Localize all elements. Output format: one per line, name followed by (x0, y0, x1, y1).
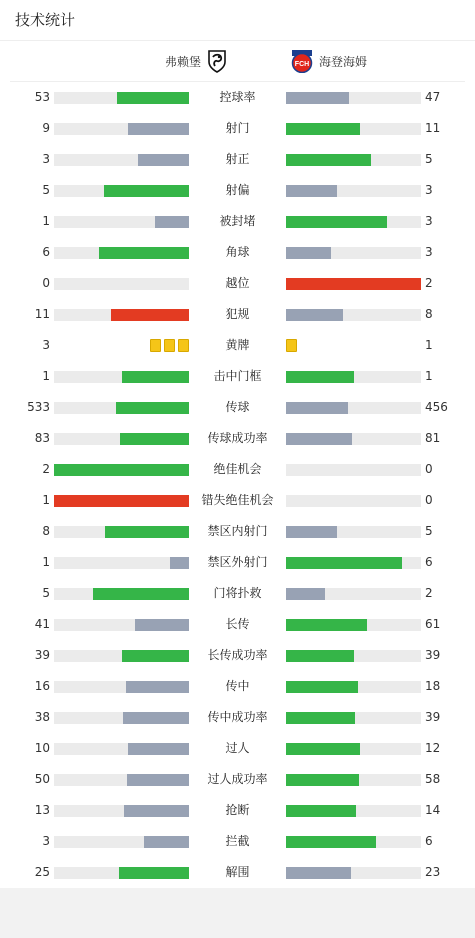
home-stat-bar (54, 805, 189, 817)
away-stat-bar-fill (286, 247, 331, 259)
home-stat-bar-fill (128, 743, 189, 755)
away-stat-value: 23 (425, 865, 441, 879)
home-yellow-cards (150, 339, 189, 352)
away-stat-bar-fill (286, 557, 402, 569)
home-stat-bar-fill (54, 495, 189, 507)
home-stat-value: 9 (42, 121, 50, 135)
stat-label: 解围 (225, 865, 250, 879)
away-stat-bar (286, 619, 421, 631)
home-stat-value: 1 (42, 555, 50, 569)
stat-label: 拦截 (225, 834, 250, 848)
away-badge-text: FCH (294, 60, 310, 68)
home-stat-bar-fill (105, 526, 189, 538)
away-stat-bar (286, 805, 421, 817)
away-stat-value: 3 (425, 183, 433, 197)
home-stat-bar-fill (122, 650, 190, 662)
stat-label: 长传成功率 (207, 648, 268, 662)
home-stat-bar-fill (117, 92, 189, 104)
away-stat-bar (286, 464, 421, 476)
stat-row (0, 609, 475, 640)
home-stat-bar-fill (116, 402, 189, 414)
away-stat-bar (286, 557, 421, 569)
stat-row (0, 671, 475, 702)
home-stat-bar-fill (127, 774, 189, 786)
away-stat-bar-fill (286, 619, 367, 631)
home-stat-bar-fill (93, 588, 189, 600)
away-stat-value: 1 (425, 369, 433, 383)
stat-label: 门将扑救 (213, 586, 262, 600)
away-stat-value: 12 (425, 741, 441, 755)
away-stat-value: 456 (425, 400, 448, 414)
stat-label: 黄牌 (225, 338, 250, 352)
home-stat-bar (54, 557, 189, 569)
home-stat-bar-fill (119, 867, 189, 879)
home-stat-value: 25 (34, 865, 50, 879)
stat-row (0, 237, 475, 268)
stat-row (0, 733, 475, 764)
away-stat-value: 5 (425, 152, 433, 166)
away-stat-bar-fill (286, 402, 348, 414)
heidenheim-badge-icon (291, 49, 313, 73)
stat-row (0, 392, 475, 423)
page-title: 技术统计 (0, 0, 475, 41)
away-stat-bar (286, 278, 421, 290)
away-stat-bar-fill (286, 588, 325, 600)
home-stat-bar-fill (111, 309, 189, 321)
home-stat-bar (54, 495, 189, 507)
away-stat-value: 58 (425, 772, 441, 786)
home-stat-bar (54, 867, 189, 879)
stat-row (0, 702, 475, 733)
home-stat-value: 11 (34, 307, 50, 321)
away-stat-bar-fill (286, 774, 359, 786)
stat-label: 传中成功率 (207, 710, 268, 724)
stat-label: 越位 (225, 276, 250, 290)
home-stat-value: 6 (42, 245, 50, 259)
away-stat-bar (286, 495, 421, 507)
home-stat-bar-fill (128, 123, 189, 135)
away-stat-bar-fill (286, 309, 343, 321)
away-stat-bar (286, 247, 421, 259)
home-stat-value: 5 (42, 183, 50, 197)
away-stat-bar-fill (286, 278, 421, 290)
away-stat-bar-fill (286, 805, 356, 817)
away-stat-bar (286, 123, 421, 135)
stat-label: 禁区内射门 (207, 524, 268, 538)
away-stat-value: 0 (425, 493, 433, 507)
stat-label: 角球 (225, 245, 250, 259)
stat-row (0, 640, 475, 671)
away-stat-value: 2 (425, 276, 433, 290)
away-stat-bar-fill (286, 123, 360, 135)
away-stat-bar-fill (286, 867, 351, 879)
away-stat-bar-fill (286, 371, 354, 383)
stat-label: 传球 (225, 400, 250, 414)
home-stat-bar (54, 278, 189, 290)
home-stat-value: 3 (42, 834, 50, 848)
away-stat-value: 14 (425, 803, 441, 817)
home-team[interactable] (159, 41, 227, 81)
stat-row (0, 144, 475, 175)
away-stat-value: 11 (425, 121, 441, 135)
away-stat-bar-fill (286, 743, 360, 755)
home-stat-bar (54, 650, 189, 662)
home-stat-value: 53 (34, 90, 50, 104)
away-stat-bar (286, 402, 421, 414)
home-stat-value: 8 (42, 524, 50, 538)
home-stat-value: 39 (34, 648, 50, 662)
home-stat-bar-fill (124, 805, 189, 817)
away-stat-value: 18 (425, 679, 441, 693)
home-stat-value: 1 (42, 493, 50, 507)
stat-label: 过人成功率 (207, 772, 268, 786)
home-stat-bar (54, 123, 189, 135)
home-stat-bar-fill (126, 681, 189, 693)
stat-row (0, 454, 475, 485)
home-stat-bar (54, 216, 189, 228)
away-stat-bar (286, 774, 421, 786)
home-stat-bar (54, 526, 189, 538)
stat-label: 传球成功率 (207, 431, 268, 445)
home-stat-bar (54, 464, 189, 476)
away-stat-bar-fill (286, 650, 354, 662)
home-stat-bar (54, 371, 189, 383)
away-stat-bar (286, 650, 421, 662)
away-stat-bar-fill (286, 681, 358, 693)
stat-row (0, 516, 475, 547)
home-stat-bar (54, 309, 189, 321)
home-stat-value: 13 (34, 803, 50, 817)
home-stat-bar-fill (120, 433, 189, 445)
away-stat-value: 1 (425, 338, 433, 352)
home-stat-value: 16 (34, 679, 50, 693)
stat-label: 错失绝佳机会 (201, 493, 274, 507)
home-stat-bar-fill (122, 371, 190, 383)
stat-label: 传中 (225, 679, 250, 693)
away-stat-value: 39 (425, 648, 441, 662)
stat-row (0, 175, 475, 206)
stat-label: 抢断 (225, 803, 250, 817)
stat-row (0, 764, 475, 795)
away-stat-bar (286, 836, 421, 848)
away-stat-bar (286, 712, 421, 724)
away-team[interactable] (291, 41, 373, 81)
stat-label: 击中门框 (213, 369, 262, 383)
away-stat-bar (286, 185, 421, 197)
stat-label: 控球率 (219, 90, 256, 104)
teams-header (10, 41, 465, 82)
away-stat-bar (286, 526, 421, 538)
away-stat-bar-fill (286, 185, 337, 197)
stat-row (0, 826, 475, 857)
home-stat-value: 5 (42, 586, 50, 600)
home-stat-value: 38 (34, 710, 50, 724)
away-stat-bar (286, 588, 421, 600)
home-stat-bar-fill (170, 557, 189, 569)
freiburg-badge-icon (207, 49, 227, 73)
home-stat-bar (54, 712, 189, 724)
home-stat-value: 2 (42, 462, 50, 476)
home-stat-bar-fill (144, 836, 189, 848)
away-team-name: 海登海姆 (319, 54, 368, 69)
home-stat-bar (54, 154, 189, 166)
away-stat-bar-fill (286, 154, 371, 166)
stat-label: 被封堵 (219, 214, 256, 228)
home-stat-bar-fill (135, 619, 189, 631)
yellow-card-icon (164, 339, 175, 352)
away-yellow-cards (286, 339, 297, 352)
home-stat-bar (54, 774, 189, 786)
home-stat-bar-fill (99, 247, 189, 259)
home-stat-bar (54, 588, 189, 600)
stat-row (0, 206, 475, 237)
home-stat-bar (54, 619, 189, 631)
away-stat-value: 8 (425, 307, 433, 321)
stat-row (0, 547, 475, 578)
away-stat-value: 6 (425, 555, 433, 569)
away-stat-bar-fill (286, 836, 376, 848)
stat-row (0, 578, 475, 609)
away-stat-bar (286, 216, 421, 228)
stat-row (0, 857, 475, 888)
away-stat-bar (286, 309, 421, 321)
home-stat-bar-fill (123, 712, 189, 724)
away-stat-bar (286, 371, 421, 383)
away-stat-value: 3 (425, 214, 433, 228)
stat-label: 射正 (225, 152, 250, 166)
home-stat-value: 41 (34, 617, 50, 631)
home-stat-bar (54, 433, 189, 445)
away-stat-value: 5 (425, 524, 433, 538)
away-stat-bar (286, 154, 421, 166)
home-stat-bar (54, 836, 189, 848)
stat-row (0, 423, 475, 454)
home-stat-bar-fill (104, 185, 189, 197)
home-stat-bar (54, 402, 189, 414)
home-stat-bar-fill (155, 216, 189, 228)
away-stat-value: 47 (425, 90, 441, 104)
stat-label: 过人 (225, 741, 250, 755)
home-stat-bar-fill (54, 464, 189, 476)
away-stat-bar-fill (286, 92, 349, 104)
stat-row (0, 485, 475, 516)
stat-label: 绝佳机会 (213, 462, 262, 476)
away-stat-value: 39 (425, 710, 441, 724)
away-stat-bar-fill (286, 433, 352, 445)
yellow-card-icon (286, 339, 297, 352)
home-stat-value: 3 (42, 338, 50, 352)
away-stat-value: 2 (425, 586, 433, 600)
away-stat-bar (286, 867, 421, 879)
stat-label: 射偏 (225, 183, 250, 197)
home-team-name: 弗赖堡 (164, 54, 201, 69)
home-stat-bar (54, 743, 189, 755)
home-stat-value: 50 (34, 772, 50, 786)
stat-row (0, 330, 475, 361)
home-stat-bar (54, 185, 189, 197)
yellow-card-icon (150, 339, 161, 352)
away-stat-bar-fill (286, 216, 387, 228)
stat-label: 犯规 (225, 307, 250, 321)
home-stat-bar (54, 247, 189, 259)
home-stat-bar (54, 92, 189, 104)
stat-row (0, 299, 475, 330)
away-stat-bar (286, 681, 421, 693)
away-stat-value: 6 (425, 834, 433, 848)
stat-label: 禁区外射门 (207, 555, 268, 569)
home-stat-value: 83 (34, 431, 50, 445)
home-stat-value: 3 (42, 152, 50, 166)
stat-row (0, 113, 475, 144)
home-stat-value: 1 (42, 369, 50, 383)
stat-row (0, 268, 475, 299)
away-stat-bar (286, 433, 421, 445)
stat-label: 射门 (225, 121, 250, 135)
stat-row (0, 82, 475, 113)
away-stat-value: 0 (425, 462, 433, 476)
yellow-card-icon (178, 339, 189, 352)
home-stat-value: 0 (42, 276, 50, 290)
away-stat-bar-fill (286, 712, 355, 724)
home-stat-bar-fill (138, 154, 189, 166)
away-stat-bar-fill (286, 526, 337, 538)
stat-row (0, 795, 475, 826)
home-stat-value: 10 (34, 741, 50, 755)
away-stat-bar (286, 743, 421, 755)
away-stat-value: 81 (425, 431, 441, 445)
away-stat-bar (286, 92, 421, 104)
stat-label: 长传 (225, 617, 250, 631)
home-stat-value: 1 (42, 214, 50, 228)
stats-list (0, 82, 475, 888)
stat-row (0, 361, 475, 392)
home-stat-bar (54, 681, 189, 693)
away-stat-value: 3 (425, 245, 433, 259)
away-stat-value: 61 (425, 617, 441, 631)
home-stat-value: 533 (27, 400, 50, 414)
